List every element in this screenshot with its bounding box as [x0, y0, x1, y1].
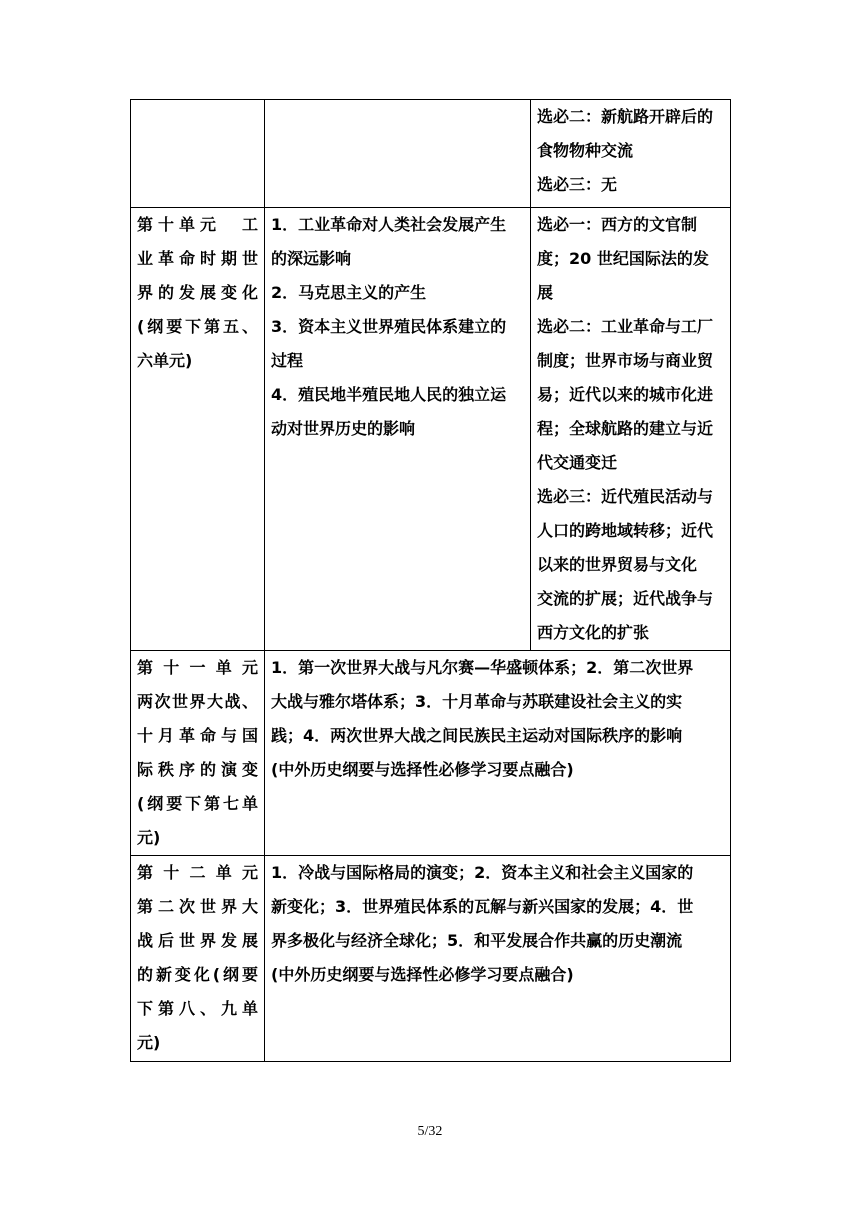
text-line: 新变化；3．世界殖民体系的瓦解与新兴国家的发展；4．世 — [271, 897, 694, 916]
text-line: 3．资本主义世界殖民体系建立的 — [271, 317, 507, 336]
text-line: 践；4．两次世界大战之间民族民主运动对国际秩序的影响 — [271, 726, 683, 745]
unit-title-line: 战后世界发展 — [137, 931, 258, 950]
table-row — [131, 100, 731, 208]
unit-cell — [131, 100, 265, 208]
text-line: 食物物种交流 — [537, 141, 634, 160]
text-line: 人口的跨地域转移；近代 — [537, 521, 714, 540]
unit-title-line: 第十一单元 — [137, 658, 258, 677]
text-line: 的深远影响 — [271, 249, 352, 268]
text-line: 代交通变迁 — [537, 453, 618, 472]
unit-title-line: 六单元) — [137, 351, 193, 370]
text-line: 展 — [537, 283, 554, 302]
unit-title-line: 第十单元 工 — [137, 215, 258, 234]
text-line: (中外历史纲要与选择性必修学习要点融合) — [271, 760, 574, 779]
unit-title-line: 第二次世界大 — [137, 897, 258, 916]
text-line: 1．冷战与国际格局的演变；2．资本主义和社会主义国家的 — [271, 863, 694, 882]
table-row — [131, 651, 731, 856]
text-line: 易；近代以来的城市化进 — [537, 385, 714, 404]
unit-title-line: 第十二单元 — [137, 863, 258, 882]
text-line: 选必三：近代殖民活动与 — [537, 487, 714, 506]
unit-title-line: (纲要下第七单 — [137, 794, 258, 813]
text-line: 度；20 世纪国际法的发 — [537, 249, 709, 268]
table-row — [131, 856, 731, 1062]
unit-title-line: 元) — [137, 1033, 161, 1052]
text-line: 过程 — [271, 351, 304, 370]
content-cell — [265, 856, 731, 1062]
text-line: 西方文化的扩张 — [537, 623, 650, 642]
unit-title-line: (纲要下第五、 — [137, 317, 258, 336]
unit-title-line: 际秩序的演变 — [137, 760, 258, 779]
text-line: 大战与雅尔塔体系；3．十月革命与苏联建设社会主义的实 — [271, 692, 683, 711]
unit-title-line: 界的发展变化 — [137, 283, 258, 302]
text-line: 以来的世界贸易与文化 — [537, 555, 698, 574]
text-line: 1．工业革命对人类社会发展产生 — [271, 215, 507, 234]
curriculum-table — [130, 99, 731, 1062]
text-line: 选必三：无 — [537, 175, 618, 194]
unit-title-line: 元) — [137, 828, 161, 847]
text-line: 选必二：工业革命与工厂 — [537, 317, 714, 336]
content-cell — [265, 100, 531, 208]
unit-cell — [131, 856, 265, 1062]
text-line: 交流的扩展；近代战争与 — [537, 589, 714, 608]
text-line: 选必一：西方的文官制 — [537, 215, 698, 234]
unit-cell — [131, 208, 265, 651]
electives-cell — [531, 100, 731, 208]
text-line: 界多极化与经济全球化；5．和平发展合作共赢的历史潮流 — [271, 931, 683, 950]
table-row — [131, 208, 731, 651]
text-line: 程；全球航路的建立与近 — [537, 419, 714, 438]
text-line: 2．马克思主义的产生 — [271, 283, 427, 302]
unit-cell — [131, 651, 265, 856]
text-line: (中外历史纲要与选择性必修学习要点融合) — [271, 965, 574, 984]
text-line: 1．第一次世界大战与凡尔赛—华盛顿体系；2．第二次世界 — [271, 658, 694, 677]
content-cell — [265, 208, 531, 651]
text-line: 选必二：新航路开辟后的 — [537, 107, 714, 126]
unit-title-line: 的新变化(纲要 — [137, 965, 258, 984]
unit-title-line: 下第八、九单 — [137, 999, 258, 1018]
electives-cell — [531, 208, 731, 651]
unit-title-line: 业革命时期世 — [137, 249, 258, 268]
text-line: 动对世界历史的影响 — [271, 419, 416, 438]
content-cell — [265, 651, 731, 856]
text-line: 制度；世界市场与商业贸 — [537, 351, 714, 370]
unit-title-line: 十月革命与国 — [137, 726, 258, 745]
text-line: 4．殖民地半殖民地人民的独立运 — [271, 385, 507, 404]
unit-title-line: 两次世界大战、 — [137, 692, 258, 711]
page-number: 5/32 — [417, 1124, 443, 1139]
